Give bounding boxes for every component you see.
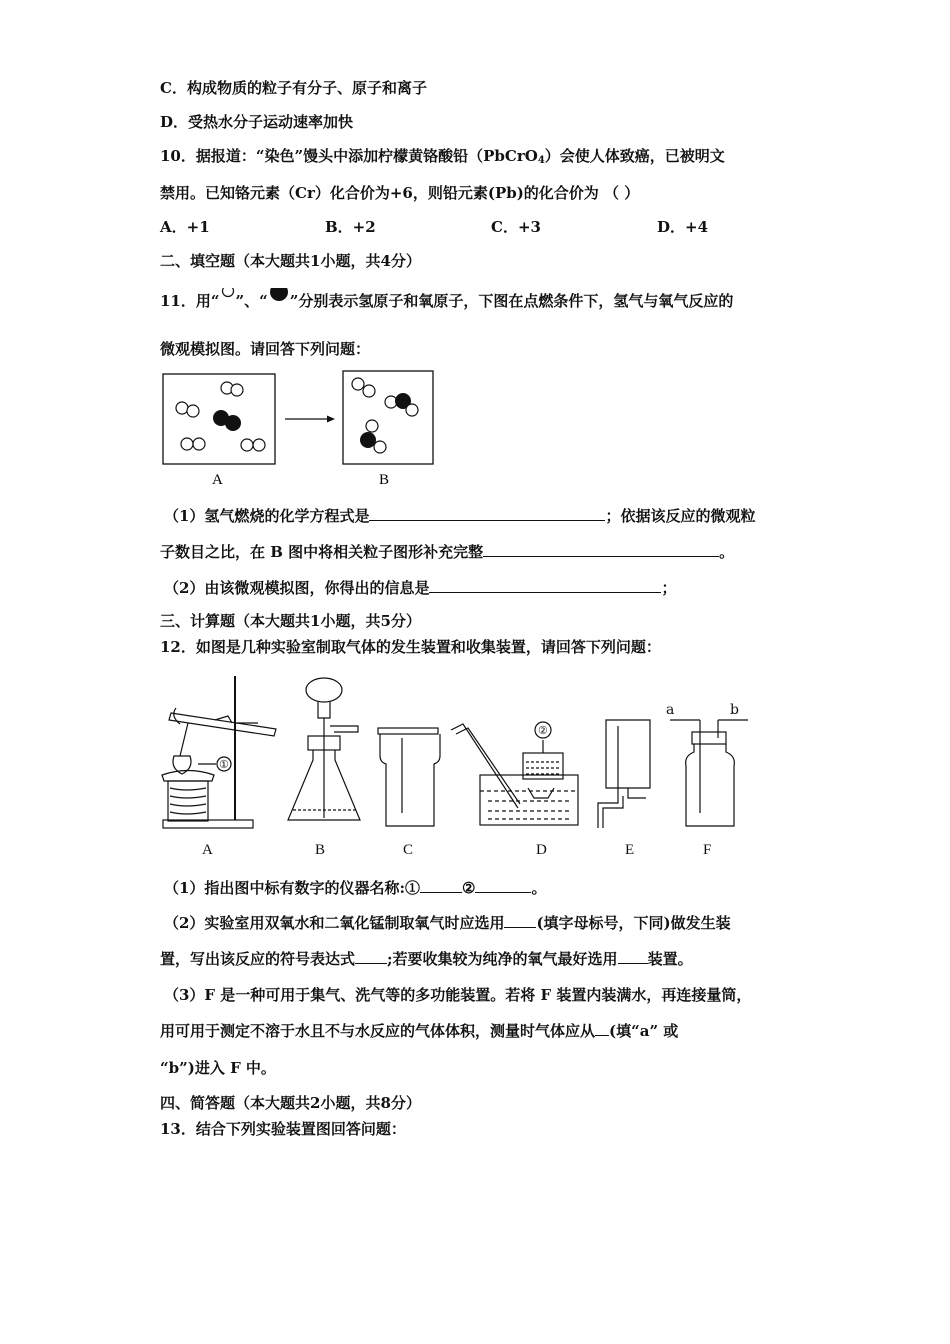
answer-blank[interactable] <box>483 542 719 557</box>
q12-part2-text: ;若要收集较为纯净的氧气最好选用 <box>387 950 618 968</box>
q10-stem-line1 <box>160 146 725 171</box>
reaction-arrow <box>285 416 335 423</box>
answer-blank[interactable] <box>369 506 605 521</box>
label-a: A <box>212 472 223 488</box>
mark-1: ① <box>219 758 229 771</box>
q12-part2-text: (填字母标号，下同)做发生装 <box>536 914 731 932</box>
q10-option-b: B．+2 <box>325 218 376 236</box>
apparatus-e <box>598 720 650 828</box>
section-2-heading: 二、填空题（本大题共1小题，共4分） <box>160 252 421 270</box>
q11-part1-line1 <box>164 506 755 526</box>
q12-part3-line2 <box>160 1021 678 1041</box>
q12-part2-text: 装置。 <box>647 950 693 968</box>
model-box-a <box>163 374 275 464</box>
q12-part1-text: （1）指出图中标有数字的仪器名称:① <box>164 879 420 897</box>
q9-option-d: D．受热水分子运动速率加快 <box>160 113 354 131</box>
label-e: E <box>625 842 635 858</box>
q12-part2-line1 <box>164 913 731 933</box>
hydrogen-atom-icon <box>220 288 236 308</box>
q11-part1-text: 子数目之比，在 B 图中将相关粒子图形补充完整 <box>160 543 484 561</box>
answer-blank[interactable] <box>355 949 387 964</box>
mark-2: ② <box>538 724 548 737</box>
q10-option-a: A．+1 <box>160 218 210 236</box>
q10-option-d: D．+4 <box>657 218 709 236</box>
answer-blank[interactable] <box>504 913 536 928</box>
micro-model-figure <box>160 368 440 490</box>
label-c: C <box>403 842 414 858</box>
q11-stem-part: 11．用“ <box>160 292 220 310</box>
q10-stem-part: 10．据报道：“染色”馒头中添加柠檬黄铬酸铅（PbCrO <box>160 147 538 165</box>
port-a: a <box>666 702 675 718</box>
q11-part2 <box>164 578 676 598</box>
q12-part2-text: 置，写出该反应的符号表达式 <box>160 950 356 968</box>
q11-part1-line2 <box>160 542 734 562</box>
q12-part2-line2 <box>160 949 693 969</box>
q13-stem: 13．结合下列实验装置图回答问题： <box>160 1120 406 1138</box>
q12-stem: 12．如图是几种实验室制取气体的发生装置和收集装置，请回答下列问题： <box>160 638 661 656</box>
answer-blank[interactable] <box>595 1021 609 1036</box>
q10-stem-line2: 禁用。已知铬元素（Cr）化合价为+6，则铅元素(Pb)的化合价为 （ ） <box>160 184 640 202</box>
q10-option-c: C．+3 <box>491 218 541 236</box>
lab-apparatus-figure <box>158 668 758 860</box>
oxygen-atom-icon <box>268 288 290 308</box>
answer-blank[interactable] <box>429 578 661 593</box>
q12-part3-line3: “b”)进入 F 中。 <box>160 1059 276 1077</box>
q12-part3-text: 用可用于测定不溶于水且不与水反应的气体体积，测量时气体应从 <box>160 1022 596 1040</box>
section-4-heading: 四、简答题（本大题共2小题，共8分） <box>160 1094 421 1112</box>
apparatus-c <box>378 728 440 826</box>
port-b: b <box>730 702 739 718</box>
q12-part1-text: 。 <box>531 879 547 897</box>
apparatus-d <box>451 722 578 825</box>
apparatus-a <box>162 676 276 828</box>
q12-part1 <box>164 878 546 898</box>
q12-part3-line1: （3）F 是一种可用于集气、洗气等的多功能装置。若将 F 装置内装满水，再连接量筒， <box>164 986 752 1004</box>
q11-part2-text: （2）由该微观模拟图，你得出的信息是 <box>164 579 430 597</box>
q11-stem-line2: 微观模拟图。请回答下列问题： <box>160 340 371 358</box>
q11-stem-line1 <box>160 288 733 311</box>
q11-part2-text: ； <box>661 579 677 597</box>
apparatus-b <box>288 678 360 820</box>
answer-blank[interactable] <box>618 949 648 964</box>
q12-part1-text: ② <box>461 879 476 897</box>
q11-stem-part: ”、“ <box>235 292 268 310</box>
label-b: B <box>315 842 326 858</box>
q11-part1-text: 。 <box>719 543 735 561</box>
label-d: D <box>536 842 547 858</box>
apparatus-f <box>666 702 748 826</box>
q11-part1-text: ；依据该反应的微观粒 <box>605 507 756 525</box>
q11-stem-part: ”分别表示氢原子和氧原子，下图在点燃条件下，氢气与氧气反应的 <box>289 292 734 310</box>
q12-part3-text: (填“a” 或 <box>609 1022 679 1040</box>
q11-part1-text: （1）氢气燃烧的化学方程式是 <box>164 507 370 525</box>
label-a: A <box>202 842 213 858</box>
q12-part2-text: （2）实验室用双氧水和二氧化锰制取氧气时应选用 <box>164 914 505 932</box>
model-box-b <box>343 371 433 464</box>
label-b: B <box>379 472 390 488</box>
answer-blank[interactable] <box>475 878 531 893</box>
section-3-heading: 三、计算题（本大题共1小题，共5分） <box>160 612 421 630</box>
answer-blank[interactable] <box>420 878 462 893</box>
q9-option-c: C．构成物质的粒子有分子、原子和离子 <box>160 79 427 97</box>
q10-subscript: 4 <box>537 155 545 166</box>
label-f: F <box>703 842 712 858</box>
q10-stem-part: ）会使人体致癌，已被明文 <box>544 147 725 165</box>
